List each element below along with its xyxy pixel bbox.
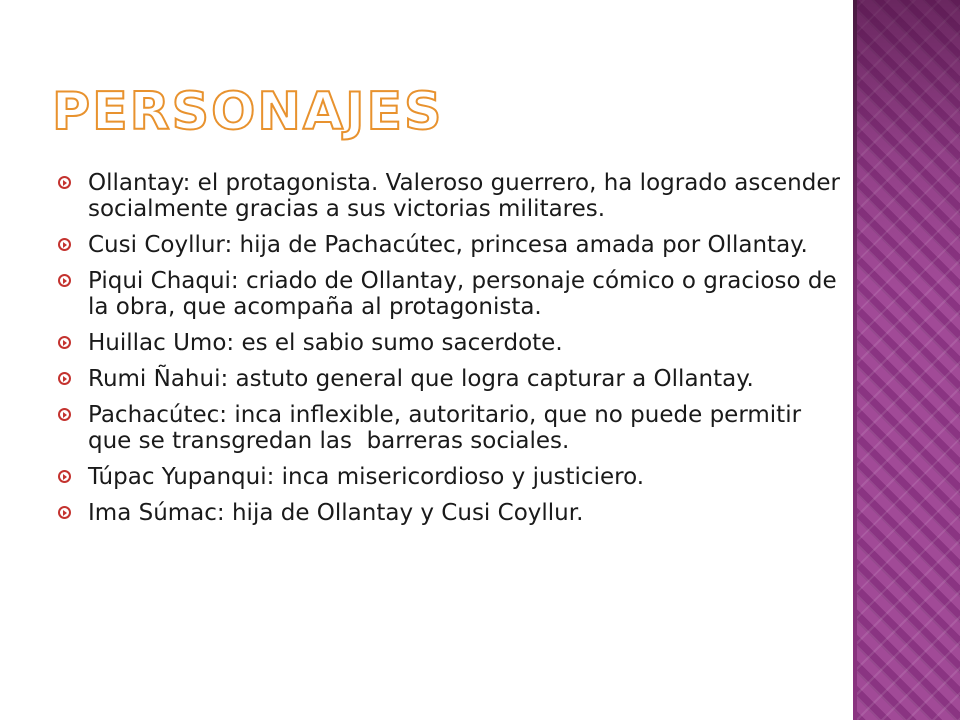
list-item-text: Túpac Yupanqui: inca misericordioso y justiciero. xyxy=(88,464,645,490)
list-item-text: Rumi Ñahui: astuto general que logra capturar a Ollantay. xyxy=(88,366,754,392)
decorative-side-band xyxy=(853,0,960,720)
circled-arrow-bullet-icon xyxy=(58,274,71,287)
circled-arrow-bullet-icon xyxy=(58,408,71,421)
list-item xyxy=(56,402,846,454)
list-item-text: Ima Súmac: hija de Ollantay y Cusi Coyllur. xyxy=(88,500,584,526)
list-item xyxy=(56,170,846,222)
list-item xyxy=(56,464,846,490)
list-item-text: Ollantay: el protagonista. Valeroso guerrero, ha logrado ascender socialmente gracias a sus victorias militares. xyxy=(88,170,840,222)
slide-content xyxy=(56,170,846,536)
list-item xyxy=(56,232,846,258)
circled-arrow-bullet-icon xyxy=(58,176,71,189)
slide-title: PERSONAJES xyxy=(52,82,444,142)
circled-arrow-bullet-icon xyxy=(58,506,71,519)
list-item xyxy=(56,330,846,356)
circled-arrow-bullet-icon xyxy=(58,336,71,349)
list-item-text: Pachacútec: inca inflexible, autoritario, que no puede permitir que se transgredan las barreras sociales. xyxy=(88,402,809,454)
list-item-text: Cusi Coyllur: hija de Pachacútec, princesa amada por Ollantay. xyxy=(88,232,808,258)
list-item xyxy=(56,366,846,392)
list-item-text: Piqui Chaqui: criado de Ollantay, personaje cómico o gracioso de la obra, que acompaña al protagonista. xyxy=(88,268,837,320)
list-item xyxy=(56,268,846,320)
list-item xyxy=(56,500,846,526)
circled-arrow-bullet-icon xyxy=(58,372,71,385)
circled-arrow-bullet-icon xyxy=(58,238,71,251)
list-item-text: Huillac Umo: es el sabio sumo sacerdote. xyxy=(88,330,563,356)
side-band-edge xyxy=(853,0,857,720)
circled-arrow-bullet-icon xyxy=(58,470,71,483)
character-list xyxy=(56,170,846,526)
